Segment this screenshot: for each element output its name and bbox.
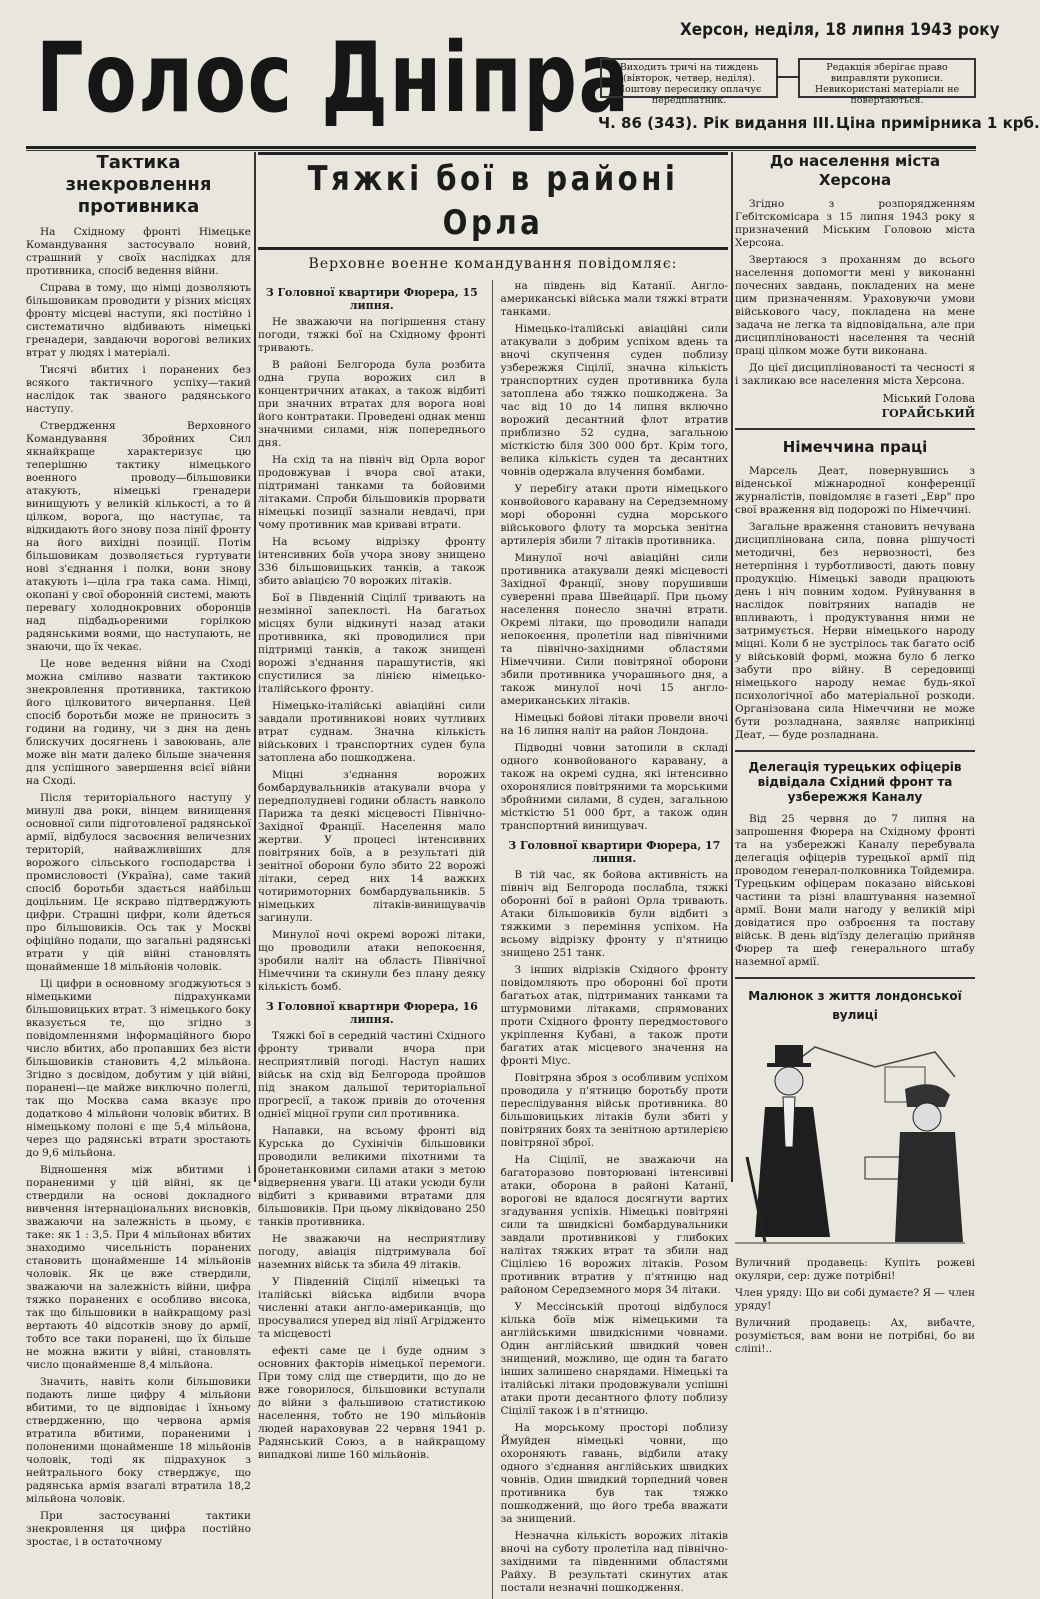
report-dateline: З Головної квартири Фюрера, 16 липня.: [265, 1000, 478, 1026]
paragraph: Марсель Деат, повернувшись з віденської міжнародної конференції журналістів, повідомляє в газеті „Евр" про свої враження від подорожі по Німеччині.: [735, 465, 975, 516]
paragraph: Ці цифри в основному згоджуються з німецькими підрахунками більшовицьких втрат. З німецького боку вказується те, що згідно з повідомленнями інформаційного бюро число вбитих, або пропавших без вісти більшовиків становить 4,2 мільйона. Згідно з досвідом, добутим у цій війні, поранені—це майже виключно полеглі, так що Москва сама вказує про додатково 4 мільйони чоловік вбитих. В німецькому полоні є ще 5,4 мільйона, через що радянські втрати зростають до 9,6 мільйона.: [26, 978, 251, 1159]
headline-subtitle: Верховне военне командування повідомляє:: [308, 256, 678, 272]
paragraph: На Сіцілії, не зважаючи на багаторазово повторювані інтенсивні атаки, оборона в районі Катанії, ворогові не вдалося досягнути вартих згадування успіхів. Німецькі повітряні сили та швидкісні бомбардувальники завдали противникові у глибоких налітах тяжких втрат та збили над Сіцілією 16 ворожих літаків. Розом противник втратив у п'ятницю над районом Середземного моря 34 літаки.: [500, 1154, 728, 1296]
paragraph: на південь від Катанії. Англо-американські війська мали тяжкі втрати танками.: [500, 280, 728, 318]
paragraph: Німецько-італійські авіаційні сили атакували з добрим успіхом вдень та вночі скупчення суден поблизу узбережжя Сіцілії, значна кількість транспортних суден противника була затоплена або тяжко пошкоджена. За час від 10 до 14 липня включно ворожий десантний флот втратив приблизно 52 судна, загальною місткістю біля 300 000 брт. Крім того, велика кількість суден та десантних човнів одержала влучення бомбами.: [500, 323, 728, 478]
paragraph: Міцні з'єднання ворожих бомбардувальників атакували вчора у передполудневі години область навколо Парижа та деякі місцевості Північно-Західної Франції. Населення мало жертви. У процесі інтенсивних повітряних боїв, а в результаті дій зенітної оборони було збито 22 ворожі літаки, серед них 14 важких чотиримоторних бомбардувальників. 5 німецьких літаків-винищувачів загинули.: [258, 769, 486, 924]
caption-line: Вуличний продавець: Ах, вибачте, розуміється, вам вони не потрібні, бо ви сліпі!..: [735, 1317, 975, 1355]
paragraph: Минулої ночі окремі ворожі літаки, що проводили атаки непокоєння, зробили наліт на область Північної Німеччини та скинули без плану деяку кількість бомб.: [258, 929, 486, 993]
report-column-a: [258, 280, 493, 1599]
center-column: [258, 152, 728, 1594]
article-title: Тактика знекровлення противника: [65, 152, 212, 217]
notice-title: До населення міста Херсона: [769, 152, 941, 189]
headline-box: [258, 152, 728, 250]
right-column: [735, 152, 975, 1355]
paragraph: На Східному фронті Німецьке Командування застосувало новий, страшний у своїх наслідках для противника, спосіб ведення війни.: [26, 226, 251, 277]
paragraph: У перебігу атаки проти німецького конвойового каравану на Середземному морі оборонні судна морського військового флоту та морська зенітна артилерія збили 7 літаків противника.: [500, 483, 728, 547]
editorial-note: Редакція зберігає право виправляти рукописи. Невикористані матеріали не повертаються.: [798, 58, 976, 98]
dateline: Херсон, неділя, 18 липня 1943 року: [680, 20, 1000, 40]
paragraph: В районі Белгорода була розбита одна група ворожих сил в концентричних атаках, а також відбиті при значних втратах для ворога нові його контратаки. Проведені однак менш значними силами, ніж попереднього дня.: [258, 359, 486, 449]
paragraph: Не зважаючи на погіршення стану погоди, тяжкі бої на Східному фронті тривають.: [258, 316, 486, 354]
signature-name: ГОРАЙСЬКИЙ: [881, 407, 975, 420]
price: Ціна примірника 1 крб.: [836, 114, 1040, 132]
paragraph: Незначна кількість ворожих літаків вночі на суботу пролетіла над північно-західними та південними областями Райху. В результаті скинутих атак постали незначні пошкодження.: [500, 1530, 728, 1594]
masthead-rule: [26, 146, 976, 149]
paragraph: У Південній Сіцілії німецькі та італійські війська відбили вчора численні атаки англо-американців, що просувалися уперед від лінії Агрідженто та місцевості: [258, 1276, 486, 1340]
cartoon-illustration: [735, 1037, 965, 1247]
section-divider: [735, 977, 975, 979]
paragraph: Звертаюся з проханням до всього населення допомогти мені у виконанні почесних завдань, покладених на мене цим призначенням. Ураховуючи умови військового часу, покладена на мене задача не легка та відповідальна, але при дисциплінованості населення та чесній праці цілком може бути виконана.: [735, 254, 975, 357]
paragraph: При застосуванні тактики знекровлення ця цифра постійно зростає, і в остаточному: [26, 1510, 251, 1548]
newspaper-logo: Голос Дніпра: [36, 22, 631, 134]
paragraph: Минулої ночі авіаційні сили противника атакували деякі місцевості Західної Франції, знову порушивши суверенні права Швейцарії. При цьому населення понесло значні втрати. Окремі літаки, що проводили напади непокоєння, пролетіли над північними та північно-західними областями Німеччини. Сили повітряної оборони збили противника учорашнього дня, а також минулої ночі 15 англо-американських літаків.: [500, 552, 728, 707]
headline: Тяжкі бої в районі Орла: [307, 159, 679, 243]
paragraph: Відношення між вбитими і пораненими у цій війні, як це ствердили на основі докладного вивчення інтернаціональних висновків, зважаючи на залежність в цьому, є таке: як 1 : 3,5. При 4 мільйонах вбитих знаходимо чисельність поранених становить щонайменше 14 мільйонів чоловік. Як це вже ствердили, зважаючи на залежність війни, цифра тяжко поранених є особливо висока, так що більшовики в найкращому разі вертають 40 відсотків знову до армії, тобто все таки поранені, що їх більше не можна вжити у війні, становлять число щонайменше 8,4 мільйона.: [26, 1164, 251, 1371]
paragraph: Загальне враження становить нечувана дисциплінована сила, повна рішучості методичні, без нервозності, без нетерпіння і турботливості, дають повну продукцію. Німецькі заводи працюють день і ніч повним ходом. Руйнування в наслідок повітряних нападів не впливають, і продуктування ними не затримується. Нерви німецького народу міцні. Коли б не зустрілось так багато осіб у військовій формі, можна було б легко забути про війну. В середовищі німецького народу немає будь-якої психологічної або матеріальної розкоди. Організована сила Німеччини не може бути розладнана, заявляє наприкінці Деат, — буде розладнана.: [735, 521, 975, 741]
paragraph: Бої в Південній Сіцілії тривають на незмінної запеклості. На багатьох місцях були відкинуті назад атаки противника, які проводилися при підтримці танків, а також знищені ворожі з'єднання парашутистів, які спустилися за лінією німецько-італійського фронту.: [258, 592, 486, 695]
paragraph: З інших відрізків Східного фронту повідомляють про оборонні бої проти багатьох атак, підтриманих танками та штурмовими літаками, спрямованих проти Східного фронту передмостового укріплення Кубані, а також проти багатих атак місцевого значення на фронті Міус.: [500, 964, 728, 1067]
issue-number: Ч. 86 (343). Рік видання III.: [598, 114, 835, 132]
paragraph: Напавки, на всьому фронті від Курська до Сухінічів більшовики проводили великими піхотними та бронетанковими силами атаки з метою відвернення уваги. Ці атаки усюди були відбиті з кривавими втратами для більшовиків. При цьому ліквідовано 250 танків противника.: [258, 1125, 486, 1228]
column-divider: [731, 152, 733, 1182]
report-column-b: [501, 280, 729, 1599]
paragraph: Згідно з розпорядженням Гебітскомісара з 15 липня 1943 року я призначений Міським Головою міста Херсона.: [735, 198, 975, 249]
column-divider: [254, 152, 256, 1182]
masthead: [28, 14, 1040, 144]
report-dateline: З Головної квартири Фюрера, 15 липня.: [265, 286, 478, 312]
paragraph: Німецькі бойові літаки провели вночі на 16 липня наліт на район Лондона.: [500, 712, 728, 737]
note-connector: [778, 76, 798, 78]
masthead-rule-thin: [26, 150, 976, 151]
paragraph: Ствердження Верховного Командування Збройних Сил якнайкраще характеризує цю теперішню тактику німецького военного проводу—більшовики атакують, німецькі гренадери винищують у великій кількості, а то й цілком, ворога, що наступає, та відкидають його знову поза лінії фронту на його вихідні позиції. Потім більшовикам дозволяється гуртувати нові з'єднання і полки, вони знову атакують і—ціла гра така сама. Німці, окопані у свої оборонній системі, мають перевагу холоднокровних оборонців над підбадьореними горілкою радянськими воями, що наступають, не знаючи, що їх чекає.: [26, 420, 251, 653]
paragraph: Підводні човни затопили в складі одного конвойованого каравану, а також на окремі судна, які інтенсивно охоронялися повітряними та морськими збройними силами, 8 суден, загальною місткістю 51 000 брт, а також один транспортний винищувач.: [500, 742, 728, 832]
paragraph: До цієї дисциплінованості та чесності я і закликаю все населення міста Херсона.: [735, 362, 975, 387]
section-divider: [735, 750, 975, 752]
paragraph: Тисячі вбитих і поранених без всякого тактичного успіху—такий наслідок так званого радянського наступу.: [26, 364, 251, 415]
paragraph: У Мессінській протоці відбулося кілька боїв між німецькими та англійськими швидкісними човнами. Один англійський швидкий човен знищений, можливо, ще один та багато інших залишено снарядами. Німецькі та італійські літаки продовжували успішні атаки проти десантного флоту поблизу Сіцілії також і в п'ятницю.: [500, 1301, 728, 1417]
paragraph: Значить, навіть коли більшовики подають лише цифру 4 мільйони вбитими, то це відповідає і їхньому ствердженню, що червона армія втратила вбитими, пораненими і полоненими щонайменше 18 мільйонів чоловік, тоді як підрахунок з нейтрального боку стверджує, що радянська армія взагалі втратила 18,2 мільйона чоловік.: [26, 1376, 251, 1505]
paragraph: Повітряна зброя з особливим успіхом проводила у п'ятницю боротьбу проти переслідування військ противника. 80 більшовицьких літаків були збиті у повітряних боях та зенітною артилерією повітряної зброї.: [500, 1072, 728, 1149]
caption-line: Вуличний продавець: Купіть рожеві окуляри, сер: дуже потрібні!: [735, 1257, 975, 1282]
paragraph: Тяжкі бої в середній частині Східного фронту тривали вчора при несприятливій погоді. Наступ наших військ на схід від Белгорода пройшов під знаком дальшої територіальної прогресії, а також привів до оточення однієї міцної групи сил противника.: [258, 1030, 486, 1120]
paragraph: На схід та на північ від Орла ворог продовжував і вчора свої атаки, підтримані танками та бойовими літаками. Спроби більшовиків прорвати німецькі позиції зазнали невдачі, при чому противник мав криваві втрати.: [258, 454, 486, 531]
publication-note: Виходить тричі на тиждень (вівторок, четвер, неділя). Поштову пересилку оплачує передплатник.: [600, 58, 778, 98]
article-title: Делегація турецьких офіцерів відвідала Східний фронт та узбережжя Каналу: [748, 760, 962, 804]
paragraph: Німецько-італійські авіаційні сили завдали противникові нових чутливих втрат суднам. Значна кількість військових і транспортних суден була затоплена або пошкоджена.: [258, 700, 486, 764]
cartoon-title: Малюнок з життя лондонської вулиці: [748, 989, 962, 1022]
left-column: [26, 152, 251, 1548]
report-columns: [258, 280, 728, 1599]
paragraph: Не зважаючи на несприятливу погоду, авіація підтримувала бої наземних військ та збила 49 літаків.: [258, 1233, 486, 1271]
article-body: [26, 226, 251, 1549]
paragraph: На морському просторі поблизу Ймуйден німецькі човни, що охороняють гавань, відбили атаку одного з'єднання англійських швидких човнів. Один швидкий торпедний човен противника був так тяжко пошкоджений, що його треба вважати за знищений.: [500, 1422, 728, 1525]
article-title: Німеччина праці: [782, 438, 928, 456]
paragraph: На всьому відрізку фронту інтенсивних боїв учора знову знищено 336 більшовицьких танків, а також збито авіацією 70 ворожих літаків.: [258, 536, 486, 587]
section-divider: [735, 428, 975, 430]
signature-role: Міський Голова: [882, 392, 975, 405]
paragraph: Це нове ведення війни на Сході можна сміливо назвати тактикою знекровлення противника, тактикою його цілковитого вичерпання. Цей спосіб боротьби може не приносить з години на годину, чи з дня на день блискучих досягнень і завоювань, але може він мати далеко більше значення для успішного завершення всієї війни на Сході.: [26, 658, 251, 787]
paragraph: Від 25 червня до 7 липня на запрошення Фюрера на Східному фронті та на узбережжі Каналу перебувала делегація офіцерів турецької армії під проводом генерал-полковника Тойдемира. Турецьким офіцерам показано військові частини та різні влаштування наземної армії. Вони мали нагоду у великій мірі довідатися про озброєння та поставу військ. В день від'їзду делегацію прийняв Фюрер та шеф генерального штабу наземної армії.: [735, 813, 975, 968]
paragraph: В тій час, як бойова активність на північ від Белгорода послабла, тяжкі оборонні бої в районі Орла тривають. Атаки більшовиків були відбиті з тяжкими з переміння успіхом. На всьому відрізку фронту у п'ятницю знищено 251 танк.: [500, 869, 728, 959]
paragraph: ефекті саме це і буде одним з основних факторів німецької перемоги. При тому слід ще ствердити, що до не вже говорилося, більшовики вступали до війни з фальшивою статистикою населення, тобто не 190 мільйонів людей нараховував 22 червня 1941 р. Радянський Союз, а в найкращому випадкові лише 160 мільйонів.: [258, 1345, 486, 1461]
paragraph: Після територіального наступу у минулі два роки, вінцем винищення основної сили підготовленої радянської армії, відбулося засвоєння величезних територій, найважливіших для ворожого сільського господарства і промисловості (Україна), саме такий спосіб боротьби здається найбільш доцільним. Це яскраво підтверджують цифри. Страшні цифри, коли йдеться про більшовиків. Ось так у Москві офіційно подали, що загальні радянські втрати у цій війні становлять щонайменше 18 мільйонів чоловік.: [26, 792, 251, 973]
paragraph: Справа в тому, що німці дозволяють більшовикам проводити у різних місцях фронту місцеві наступи, які постійно і систематично відбивають німецькі гренадери, завдаючи ворогові великих втрат у людях і матеріалі.: [26, 282, 251, 359]
caption-line: Член уряду: Що ви собі думаєте? Я — член уряду!: [735, 1287, 975, 1312]
report-dateline: З Головної квартири Фюрера, 17 липня.: [508, 839, 721, 865]
